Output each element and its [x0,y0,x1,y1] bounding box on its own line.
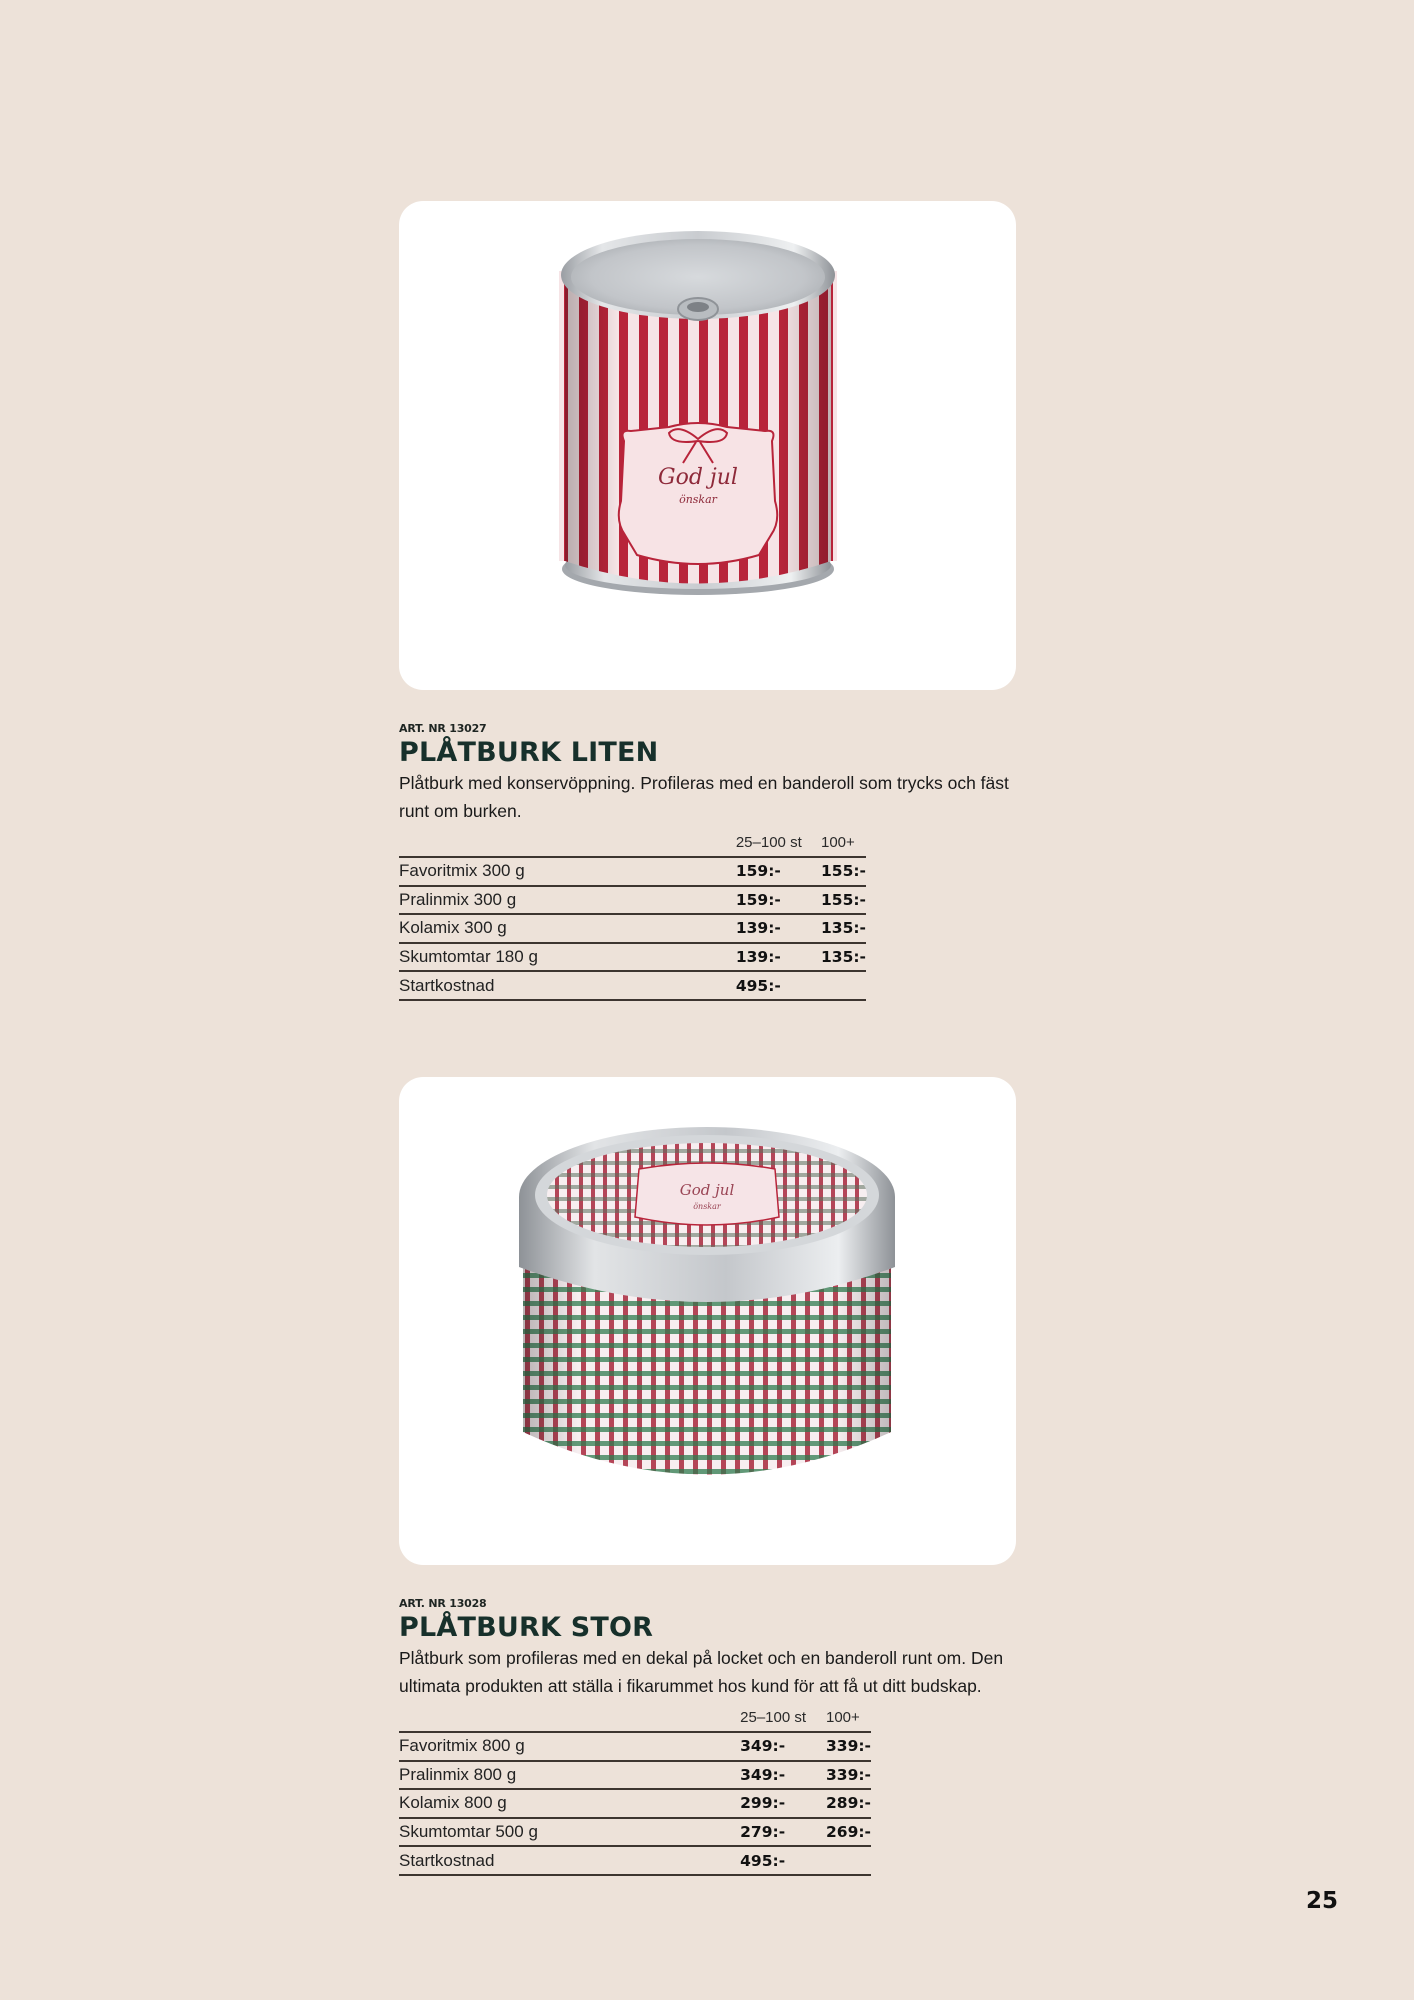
price-25-100: 349:- [740,1732,826,1761]
article-number: ART. NR 13027 [399,722,487,735]
table-row [399,1732,871,1761]
row-product-name: Startkostnad [399,971,736,1000]
row-product-name: Pralinmix 800 g [399,1761,740,1790]
price-25-100: 139:- [736,914,821,943]
column-header-product [399,829,736,857]
row-product-name: Kolamix 300 g [399,914,736,943]
price-100-plus [826,1846,871,1875]
small-tin-can-image [399,201,1016,690]
price-table-header [399,1704,871,1732]
large-tin-can-image [399,1077,1016,1565]
price-25-100: 495:- [740,1846,826,1875]
column-header-100-plus: 100+ [826,1704,871,1732]
table-row [399,943,866,972]
product-description: Plåtburk med konservöppning. Profileras med en banderoll som trycks och fäst runt om burken. [399,773,1009,821]
price-100-plus: 269:- [826,1818,871,1847]
price-100-plus: 339:- [826,1761,871,1790]
row-product-name: Favoritmix 800 g [399,1732,740,1761]
column-header-100-plus: 100+ [821,829,866,857]
price-25-100: 279:- [740,1818,826,1847]
svg-text:önskar: önskar [679,493,717,506]
article-number: ART. NR 13028 [399,1597,487,1610]
table-row [399,1789,871,1818]
price-100-plus: 135:- [821,914,866,943]
price-100-plus: 155:- [821,886,866,915]
product-section-small-tin [399,722,1019,1001]
svg-text:God jul: God jul [658,465,738,490]
price-25-100: 299:- [740,1789,826,1818]
table-row [399,1818,871,1847]
product-title: PLÅTBURK STOR [399,1612,654,1643]
product-section-large-tin [399,1597,1019,1876]
row-product-name: Skumtomtar 180 g [399,943,736,972]
price-100-plus: 339:- [826,1732,871,1761]
product-description: Plåtburk som profileras med en dekal på locket och en banderoll runt om. Den ultimata produkten att ställa i fikarummet hos kund för att få ut ditt budskap. [399,1648,1004,1696]
price-table [399,1704,871,1876]
table-row-setup-cost [399,1846,871,1875]
price-25-100: 349:- [740,1761,826,1790]
price-100-plus: 155:- [821,857,866,886]
row-product-name: Kolamix 800 g [399,1789,740,1818]
price-table-header [399,829,866,857]
svg-text:God jul: God jul [679,1181,735,1199]
price-100-plus: 135:- [821,943,866,972]
price-25-100: 159:- [736,857,821,886]
price-25-100: 139:- [736,943,821,972]
table-row [399,914,866,943]
product-title: PLÅTBURK LITEN [399,737,659,768]
table-row-setup-cost [399,971,866,1000]
row-product-name: Startkostnad [399,1846,740,1875]
svg-text:önskar: önskar [693,1202,721,1211]
price-100-plus: 289:- [826,1789,871,1818]
row-product-name: Skumtomtar 500 g [399,1818,740,1847]
column-header-product [399,1704,740,1732]
price-100-plus [821,971,866,1000]
product-image-card-large-tin [399,1077,1016,1565]
column-header-25-100: 25–100 st [736,829,821,857]
price-table [399,829,866,1001]
table-row [399,1761,871,1790]
price-25-100: 495:- [736,971,821,1000]
price-25-100: 159:- [736,886,821,915]
table-row [399,886,866,915]
column-header-25-100: 25–100 st [740,1704,826,1732]
row-product-name: Pralinmix 300 g [399,886,736,915]
table-row [399,857,866,886]
page-number: 25 [1306,1888,1339,1914]
row-product-name: Favoritmix 300 g [399,857,736,886]
product-image-card-small-tin [399,201,1016,690]
